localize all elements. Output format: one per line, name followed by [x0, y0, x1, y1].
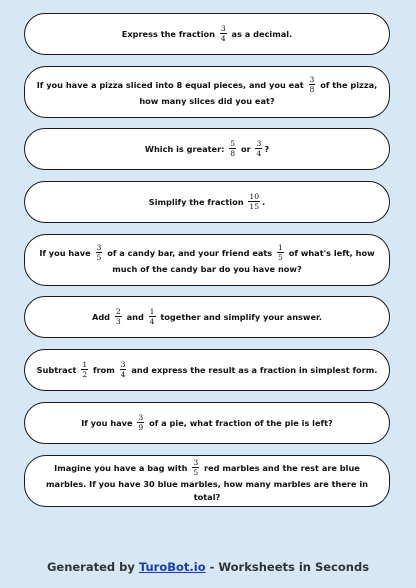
question-card	[24, 13, 390, 55]
question-text	[37, 361, 378, 380]
fraction-numerator: 3	[193, 457, 199, 467]
question-text-segment: red marbles and the rest are blue marbles. If you have 30 blue marbles, how many marbles are there in total?	[46, 462, 368, 502]
fraction	[255, 139, 262, 158]
fraction	[192, 458, 199, 477]
question-text-segment: Simplify the fraction	[148, 196, 247, 207]
question-card	[24, 234, 390, 286]
fraction	[277, 243, 284, 262]
fraction-numerator: 2	[115, 306, 121, 316]
question-text	[35, 244, 379, 276]
fraction-denominator: 4	[120, 369, 126, 379]
question-text-segment: of a candy bar, and your friend eats	[104, 248, 276, 258]
turobot-link[interactable]: TuroBot.io	[138, 560, 206, 574]
fraction	[81, 360, 88, 379]
question-text-segment: If you have a pizza sliced into 8 equal pieces, and you eat	[36, 80, 307, 90]
fraction	[220, 24, 227, 43]
fraction-numerator: 3	[96, 243, 102, 252]
question-text-segment: Add	[91, 311, 113, 322]
fraction-denominator: 4	[149, 316, 155, 326]
question-text-segment: Express the fraction	[121, 28, 218, 39]
question-text-segment: .	[262, 196, 266, 207]
question-text-segment: Imagine you have a bag with	[54, 462, 191, 473]
fraction	[229, 139, 236, 158]
fraction-denominator: 2	[82, 369, 88, 379]
question-text-segment: from	[90, 364, 118, 375]
fraction-numerator: 3	[309, 75, 315, 84]
fraction	[96, 243, 103, 262]
fraction-numerator: 3	[120, 359, 126, 369]
fraction	[309, 75, 316, 94]
question-text-segment: of a pie, what fraction of the pie is left?	[146, 417, 333, 428]
fraction	[137, 413, 144, 432]
fraction-denominator: 15	[249, 201, 260, 211]
question-text-segment: If you have	[39, 248, 94, 258]
question-text-segment: together and simplify your answer.	[157, 311, 323, 322]
question-card	[24, 128, 390, 170]
fraction-denominator: 5	[278, 253, 283, 262]
fraction-numerator: 5	[230, 138, 236, 148]
question-text-segment: and	[123, 311, 147, 322]
fraction-denominator: 8	[309, 85, 315, 94]
question-card	[24, 455, 390, 507]
question-card	[24, 296, 390, 338]
fraction	[120, 360, 127, 379]
question-text-segment: ?	[264, 143, 270, 154]
fraction	[115, 307, 122, 326]
footer-prefix: Generated by	[46, 560, 139, 574]
fraction-denominator: 4	[220, 33, 226, 43]
question-text	[35, 459, 379, 504]
question-text	[149, 193, 265, 212]
fraction-denominator: 4	[256, 148, 262, 158]
question-text-segment: Which is greater:	[144, 143, 228, 154]
question-text-segment: If you have	[81, 417, 136, 428]
question-text	[92, 308, 322, 327]
question-text	[145, 140, 269, 159]
fraction-denominator: 9	[138, 422, 144, 432]
question-text-segment: of the pizza, how many slices did you eat?	[139, 80, 378, 106]
question-text-segment: of what's left, how much of the candy bar do you have now?	[112, 248, 375, 274]
fraction-numerator: 10	[249, 191, 260, 201]
fraction-numerator: 1	[278, 243, 283, 252]
footer-suffix: - Worksheets in Seconds	[205, 560, 370, 574]
fraction-denominator: 8	[230, 148, 236, 158]
fraction-numerator: 1	[82, 359, 88, 369]
fraction	[149, 307, 156, 326]
question-text-segment: or	[238, 143, 254, 154]
footer	[0, 560, 416, 574]
fraction-numerator: 3	[138, 412, 144, 422]
question-text-segment: Subtract	[36, 364, 80, 375]
question-text	[81, 414, 333, 433]
fraction-denominator: 5	[193, 467, 199, 477]
question-card	[24, 181, 390, 223]
question-card	[24, 66, 390, 118]
fraction-denominator: 3	[115, 316, 121, 326]
fraction-numerator: 3	[256, 138, 262, 148]
question-text	[122, 25, 292, 44]
question-card	[24, 349, 390, 391]
question-text-segment: as a decimal.	[228, 28, 293, 39]
fraction-numerator: 1	[149, 306, 155, 316]
question-card	[24, 402, 390, 444]
fraction	[248, 192, 260, 211]
question-text	[35, 76, 379, 108]
fraction-denominator: 5	[96, 253, 102, 262]
question-text-segment: and express the result as a fraction in simplest form.	[128, 364, 378, 375]
fraction-numerator: 3	[220, 23, 226, 33]
